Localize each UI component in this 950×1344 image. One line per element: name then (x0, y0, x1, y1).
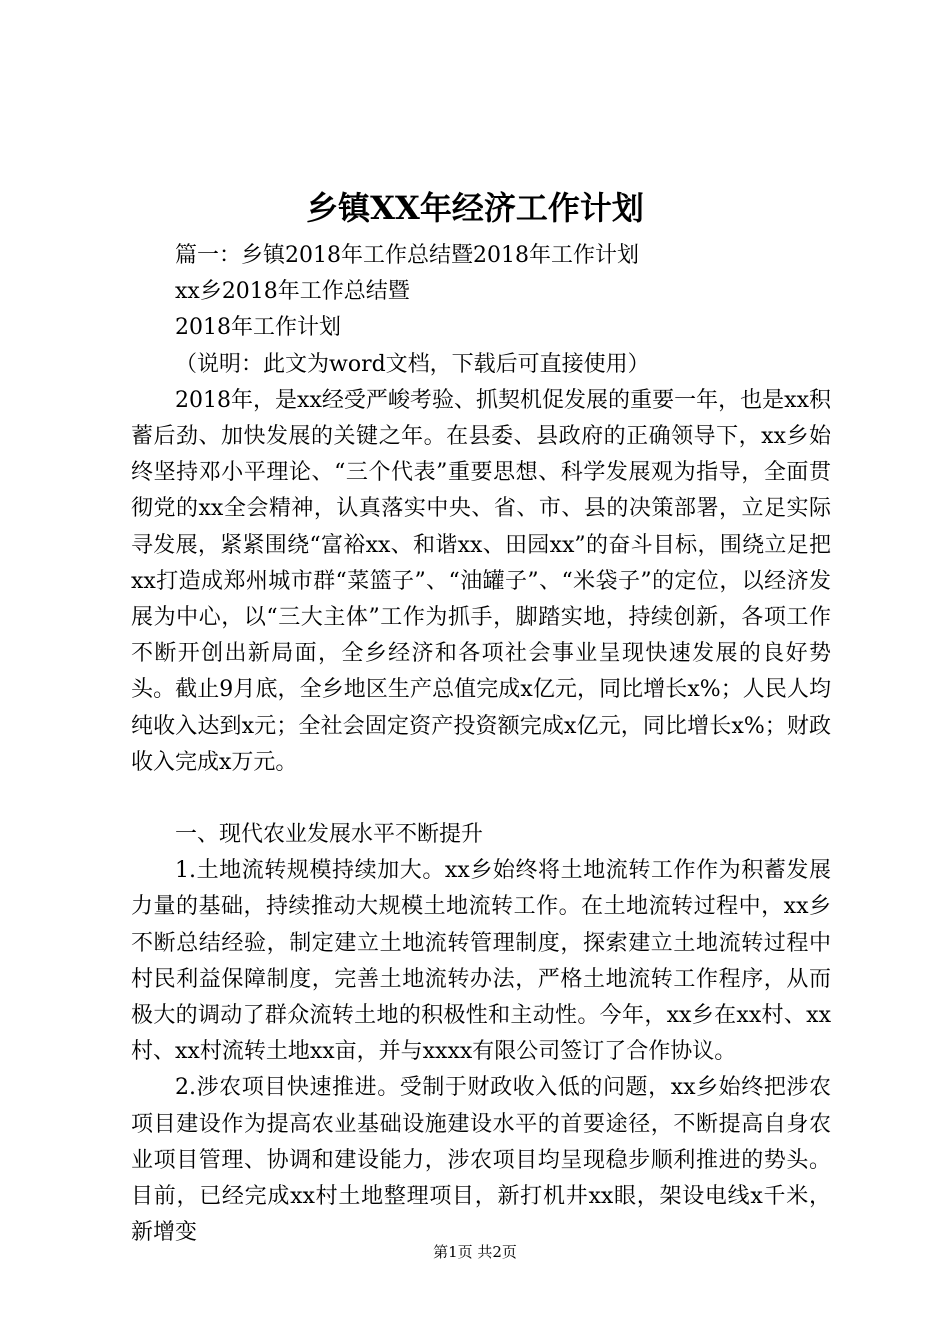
report-title-line-2: 2018年工作计划 (175, 315, 341, 341)
section-heading-agriculture: 一、现代农业发展水平不断提升 (175, 822, 484, 848)
usage-note: （说明：此文为word文档，下载后可直接使用） (175, 351, 650, 377)
page-footer: 第1页 共2页 (433, 1243, 517, 1261)
paragraph-agri-projects: 2.涉农项目快速推进。受制于财政收入低的问题，xx乡始终把涉农项目建设作为提高农业基础设施建设水平的首要途径，不断提高自身农业项目管理、协调和建设能力，涉农项目均呈现稳步顺利推进的势头。目前，已经完成xx村土地整理项目，新打机井xx眼，架设电线x千米，新增变 (131, 1075, 831, 1246)
article-heading: 篇一：乡镇2018年工作总结暨2018年工作计划 (175, 243, 639, 268)
report-title-line-1: xx乡2018年工作总结暨 (175, 279, 410, 305)
paragraph-land-transfer: 1.土地流转规模持续加大。xx乡始终将土地流转工作作为积蓄发展力量的基础，持续推动大规模土地流转工作。在土地流转过程中，xx乡不断总结经验，制定建立土地流转管理制度，探索建立土地流转过程中村民利益保障制度，完善土地流转办法，严格土地流转工作程序，从而极大的调动了群众流转土地的积极性和主动性。今年，xx乡在xx村、xx村、xx村流转土地xx亩，并与xxxx有限公司签订了合作协议。 (131, 858, 831, 1065)
document-body (131, 238, 831, 1251)
paragraph-intro: 2018年，是xx经受严峻考验、抓契机促发展的重要一年，也是xx积蓄后劲、加快发展的关键之年。在县委、县政府的正确领导下，xx乡始终坚持邓小平理论、“三个代表”重要思想、科学发展观为指导，全面贯彻党的xx全会精神，认真落实中央、省、市、县的决策部署，立足实际寻发展，紧紧围绕“富裕xx、和谐xx、田园xx”的奋斗目标，围绕立足把xx打造成郑州城市群“菜篮子”、“油罐子”、“米袋子”的定位，以经济发展为中心，以“三大主体”工作为抓手，脚踏实地，持续创新，各项工作不断开创出新局面，全乡经济和各项社会事业呈现快速发展的良好势头。截止9月底，全乡地区生产总值完成x亿元，同比增长x%；人民人均纯收入达到x元；全社会固定资产投资额完成x亿元，同比增长x%；财政收入完成x万元。 (131, 387, 831, 775)
document-title: 乡镇XX年经济工作计划 (306, 189, 644, 227)
